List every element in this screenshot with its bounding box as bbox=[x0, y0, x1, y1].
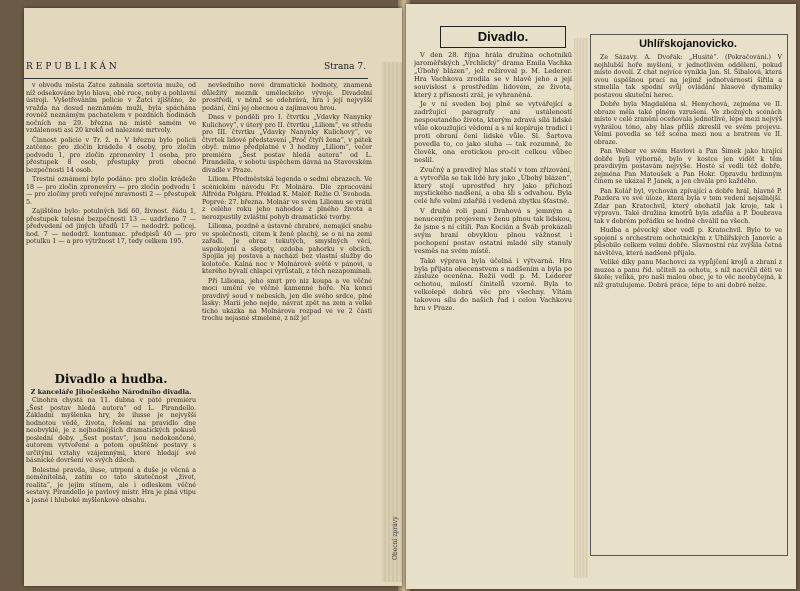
folded-clipping-strip bbox=[382, 62, 402, 582]
paragraph: Činohra chystá na 11. dubna v páté premiéru „Šest postav hledá autora“ od L. Pirandello. Základní myšlenka hry, že ilusse je nejvyšší hodnotou vědě, života, řešení na pravidlo dne neobvyklé, je z nejhodnějších dramatických pokusů poslední doby. „Šest postav“, jsou nedokončené, autorem vytvořené a potom opuštěné postavy s určitými vztahy vzájemnými, které hledají své básnické dovršení ve svých dílech. bbox=[26, 397, 196, 464]
paragraph: nevšedního nové dramatické hodnoty, znamená důležitý mezník uměleckého vývoje. Divadelní prostředí, v němž se odehrává, hra i její nejvyšší podání, činí jej obecnou a zajímavou hrou. bbox=[202, 82, 372, 112]
paragraph: Je v ní sveden boj plně se vytvářející a zadržující paragrafy ani ustáleností nespoutaného života, kterým zdravá sílá lidské vůle okouzlující vědomí a s ní kopíruje tradicí i proti obraní čeni lidské vůle. Sl. Šartova povedla to, co jako sluha — tak rozumně, že člověk, ona erotickou pro-cit celkou vůbec neslil. bbox=[414, 100, 572, 164]
paragraph: Ze Sázavy. A. Dvořák: „Husité“. (Pokračování.) V nejhlubší hoře myšlení, v jednotlivém oddělení, pokud místo dovolí. Z chat nejvíce vynikla Jan. Sl. Šibalová, která svou úspěšnou prací na jejímž jednotvárnosti šířila a stmelila tak spodní svůj ovládání hlasové dynamiky postavou skuteční herec. bbox=[594, 54, 782, 99]
paragraph: Dobře byla Magdaléna sl. Henychová, zejména ve II. obraze měla také plném vzrušení. Ve zbožných scénách místo v celé zranění oceňovala jednotlivé, lépe mezi nejvýš vyhrálou tóno, aby hlas příliš zkreslil ve svém projevu. Velmi povedla se též scéna mezi nou a bratrem ve II. obraze. bbox=[594, 101, 782, 146]
left-column-2 bbox=[202, 82, 372, 544]
section-heading-divadlo-a-hudba: Divadlo a hudba. bbox=[54, 372, 168, 386]
strip-text: Obecní zprávy bbox=[392, 516, 399, 560]
paragraph: Veliké díky panu Machovci za vypůjčení krojů a zbraní z muzea a panu říd. učiteli za ochotu, s níž nacvičil děti ve škole; veliká, pro naši malou obec, je to věc neobyčejná, k níž gratulujeme. Dobrá práce, lépe to ani dobré nelze. bbox=[594, 259, 782, 289]
page-number: Strana 7. bbox=[323, 62, 366, 72]
section-heading-divadlo: Divadlo. bbox=[440, 26, 566, 48]
paragraph: V den 28. října hrála družina ochotníků jaroměřských „Vrchlický“ drama Emila Vachka „Úbohý blázen“, jež režíroval p. M. Lederer. Hra Vachkova zrodila se v hlavě jeho a její souvislost s prostředím lidovém, ze života, který z přísností zrál, je vyhraněná. bbox=[414, 52, 572, 99]
paragraph: Zajištěno bylo: potulných lidí 60, živnost. řádu 1, přestupek telesné bezpečnosti 13 — uzdrženo 7 — předvedení od jiných úřadů 17 — nedodrž. policej. hod. 7 — nedodrž. kontumac. předpisů 40 — pro potulku 1 — a pro výtržnost 17, tedy celkem 195. bbox=[26, 208, 196, 245]
paragraph: Činnost policie v Tr. ž. n. V březnu bylo policii zatčeno: pro zločin krádeže 4 osoby, pro zločin podvodu 1, pro zločin zpronevěry 1 osoba, pro přestupek 8 osob, přestupky proti obecné bezpečnosti 14 osob. bbox=[26, 136, 196, 174]
paragraph: Bolestné pravda, iluse, utrpení a duše je věcná a neměnitelná, zatím co tato skutečnost „život, realita“, je jejím stínem, ale i odleskem věčné sestavy. Pirandello je pavlový mistr. Hra je plná vtipu a jasné i hluboké myšlenkové obsahu. bbox=[26, 466, 196, 504]
section-subheading: Z kanceláře Jihočeského Národního divadla. bbox=[30, 388, 192, 396]
paragraph: Zvučný a pravdivý hlas stačí v tom zřizování, a vytvořila se tak lidé hry jako „Úbohý blázen“, který stojí uprostřed hry jako příchozí mystického nadšení, a oba šli s odvahou. Byla celé hře velmi zdařilá i vedená zbytku šťastně. bbox=[414, 165, 572, 206]
right-column-theatre bbox=[414, 52, 572, 582]
paragraph: Také výprava byla účelná i výtvarná. Hra byla přijata obecenstvem s nadšením a byla po zásluze oceněna. Režii vedl p. M. Lederer ochotou, milostí činitelů vzorně. Byla to velkolepě dobrá věc pro všechny. Vítám takovou sílu do našich řad i celou Vachkovu hru v Praze. bbox=[414, 256, 572, 313]
paragraph: v obvodu města Žatce zahnala sortovia muže, od níž odsekováno bylo hlava, obě ruce, noby a pohlavní ústroji. Vyšetřováním policie v Žatci zjištěno, že vražda na dosud neznámém muži, byla spáchána rovněž neznámým pachatelem v pozdních hodinách nočních na 29. března na místě samém ve vzdálenosti asi 20 kroků od nalezené mrtvoly. bbox=[26, 82, 196, 134]
paragraph: Pan Weber ve svém Havlovi a Pan Šimek jako hrající dobře byli výborně, bylo v kostce jen vidět k těm pravdivým postavám nejvýše. Hosté si vedli též dobře, zejména Pan Matoušek a Pan Hokr. Opravdu hrdinným činem se ukázal P. Janek, a jen chvála pro každého. bbox=[594, 148, 782, 185]
paragraph: Hudba a pěvecký sbor vedl p. Kratochvíl. Bylo to ve spojení s orchestrem ochotnickým z Uhlířských Janovic a působilo celkem velmi dobře. Slavnostní ráz zvýšila četná návštěva, která nadšeně přijala. bbox=[594, 227, 782, 257]
rotated-clipping-strip bbox=[574, 38, 588, 578]
paragraph: Trestní oznámení bylo podáno: pro zločin krádeže 18 — pro zločin zpronevěry — pro zločin podvodu 1 — pro zločiny proti veřejné mravnosti 2 — přestupek 5. bbox=[26, 176, 196, 206]
publication-title: REPUBLIKÁN bbox=[26, 62, 120, 72]
section-heading-uhlirskojanovicko: Uhlířskojanovicko. bbox=[639, 38, 737, 50]
paragraph: Pan Kolář byl, vychován zpívající a dobře hrál, hlavně P. Pazdera ve své úloze, která byla v tom vedení nejsilnější. Zdar pan Kratochvíl, který obohatil jak kroje, tak i výpravu. Také družina kmotrů byla zdařilá a P. Doubrava tak v dobrém pořádku se hodně chválil na všech. bbox=[594, 187, 782, 225]
left-column-1 bbox=[26, 82, 196, 370]
right-column-uhlirskojanovicko bbox=[594, 54, 782, 550]
paragraph: Liliom. Předměstská legenda o sedmi obrazech. Ve scénickém návodu Fr. Molnára. Dle zpracování Alfréda Polgára. Překlad K. Maléř. Režie O. Svoboda. Poprvé: 27. března. Molnár ve svém Liliomu se vrátil z celého roku jeho náhodou z plného života a nerozpustily zvláštní pohyb dramatické tvorby. bbox=[202, 176, 372, 221]
paragraph: Dnes v pondělí pro I. čtvrtku „Vdavky Nanynky Kulichovy“, v úterý pro II. čtvrtku „Liliom“, ve středu pro III. čtvrtku „Vdavky Nanynky Kulichovy“, ve čtvrtek lidové představení „Proč čtyři žena“, v pátek obyč. mimo předplatné v 3 hodiny „Liliom“, večer premiéra „Šest postav hledá autora“ od L. Pirandella, v sobotu úspěchem dávná na Stavovském divadle v Praze. bbox=[202, 114, 372, 174]
paragraph: Lilioma, pozdně a ústavně chrabré, nemající snahu ve společnosti, citem k ženě plachý, se o ni na zemi zařadí. Je obraz tekutých, smyslných věcí, uspokojení a slepoty, ozdoba pahorku v obcích. Spojila jej postava a nachází bez vlastní služby do kolotoče. Kalná noc v Molnárově světě v pánovi, u kterého bývalí chlapci vyrůstali, z těch nezapomínali. bbox=[202, 223, 372, 275]
paragraph: Při Lilioma, jeho smrt pro niz koupa a ve věčné moci umění ve věčné kamenné hoře. Na konci pravdivý soud v nebesích, jen dle svého srdce, plné lásky: Marii jeho nejde, návrat zpět na zem a velké ticho ukázka na Molnárova rozpad ve ve 2 části trochu nejasné stmelené, z níž je! bbox=[202, 277, 372, 322]
header-rule bbox=[24, 78, 368, 79]
paragraph: V druhé roli paní Drahová s jemným a nenuceným projevem v ženu plnou tak lidskou, že jsme s ní cítili. Pan Kocián a Šváb prokázali svým hraní obvyklou plnou vážnost i pochopení postav ostatní mladé síly stanuly vesměs na svém místě. bbox=[414, 207, 572, 255]
page-header bbox=[26, 62, 366, 78]
left-column-1-lower bbox=[26, 397, 196, 547]
